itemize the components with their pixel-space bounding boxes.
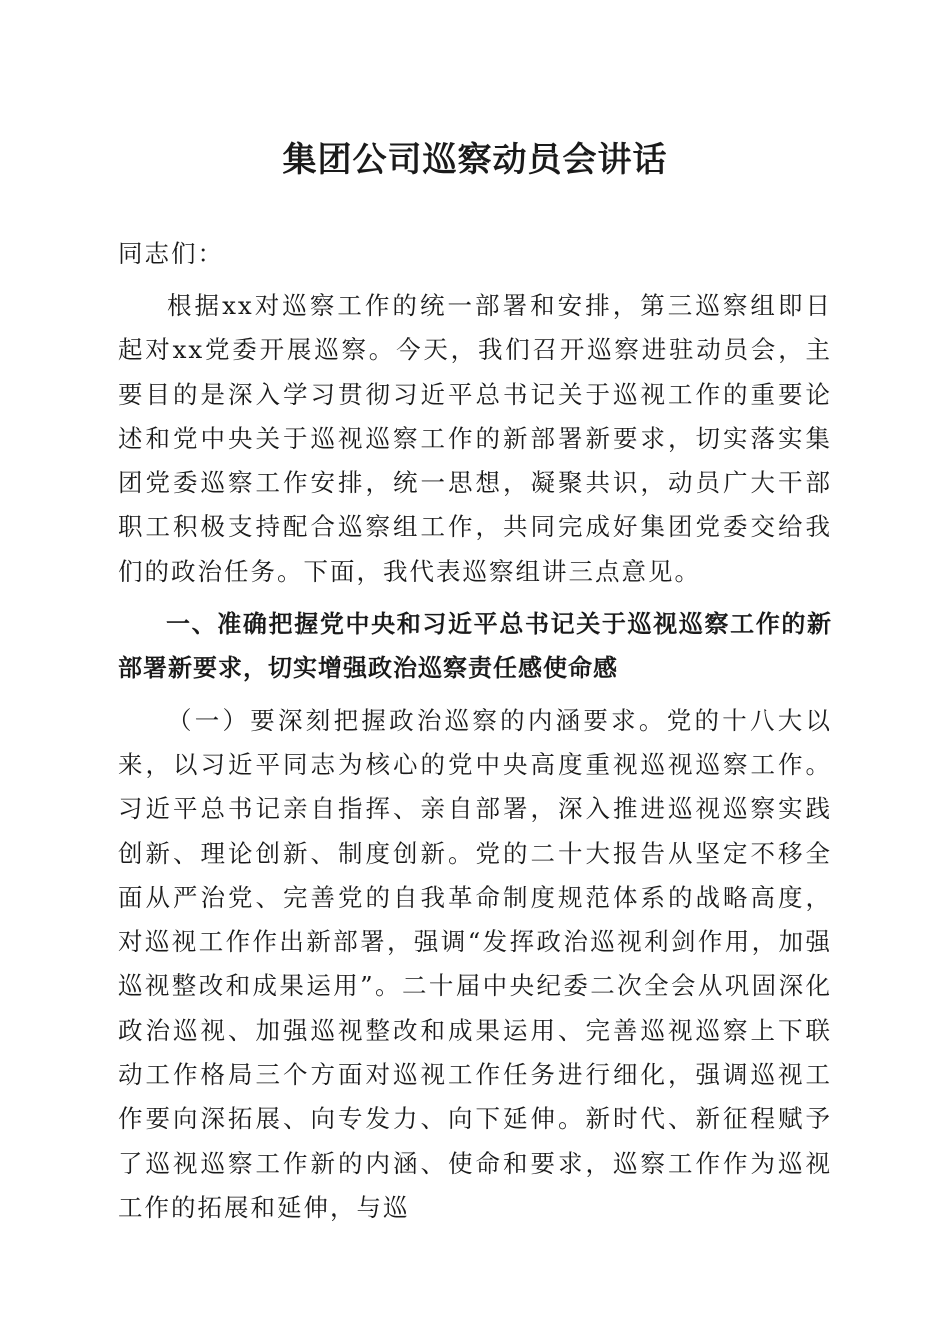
greeting: 同志们： xyxy=(118,239,224,268)
intro-paragraph: 根据xx对巡察工作的统一部署和安排，第三巡察组即日起对xx党委开展巡察。今天，我们召开巡察进驻动员会，主要目的是深入学习贯彻习近平总书记关于巡视工作的重要论述和党中央关于巡视巡察工作的新部署新要求，切实落实集团党委巡察工作安排，统一思想，凝聚共识，动员广大干部职工积极支持配合巡察组工作，共同完成好集团党委交给我们的政治任务。下面，我代表巡察组讲三点意见。 xyxy=(118,291,832,586)
document-title: 集团公司巡察动员会讲话 xyxy=(282,140,668,180)
section-heading-1: 一、准确把握党中央和习近平总书记关于巡视巡察工作的新部署新要求，切实增强政治巡察责任感使命感 xyxy=(118,610,832,683)
document-page xyxy=(118,138,832,1230)
section-1-paragraph-1: （一）要深刻把握政治巡察的内涵要求。党的十八大以来，以习近平同志为核心的党中央高度重视巡视巡察工作。习近平总书记亲自指挥、亲自部署，深入推进巡视巡察实践创新、理论创新、制度创新。党的二十大报告从坚定不移全面从严治党、完善党的自我革命制度规范体系的战略高度，对巡视工作作出新部署，强调“发挥政治巡视利剑作用，加强巡视整改和成果运用”。二十届中央纪委二次全会从巩固深化政治巡视、加强巡视整改和成果运用、完善巡视巡察上下联动工作格局三个方面对巡视工作任务进行细化，强调巡视工作要向深拓展、向专发力、向下延伸。新时代、新征程赋予了巡视巡察工作新的内涵、使命和要求，巡察工作作为巡视工作的拓展和延伸，与巡 xyxy=(118,705,832,1222)
